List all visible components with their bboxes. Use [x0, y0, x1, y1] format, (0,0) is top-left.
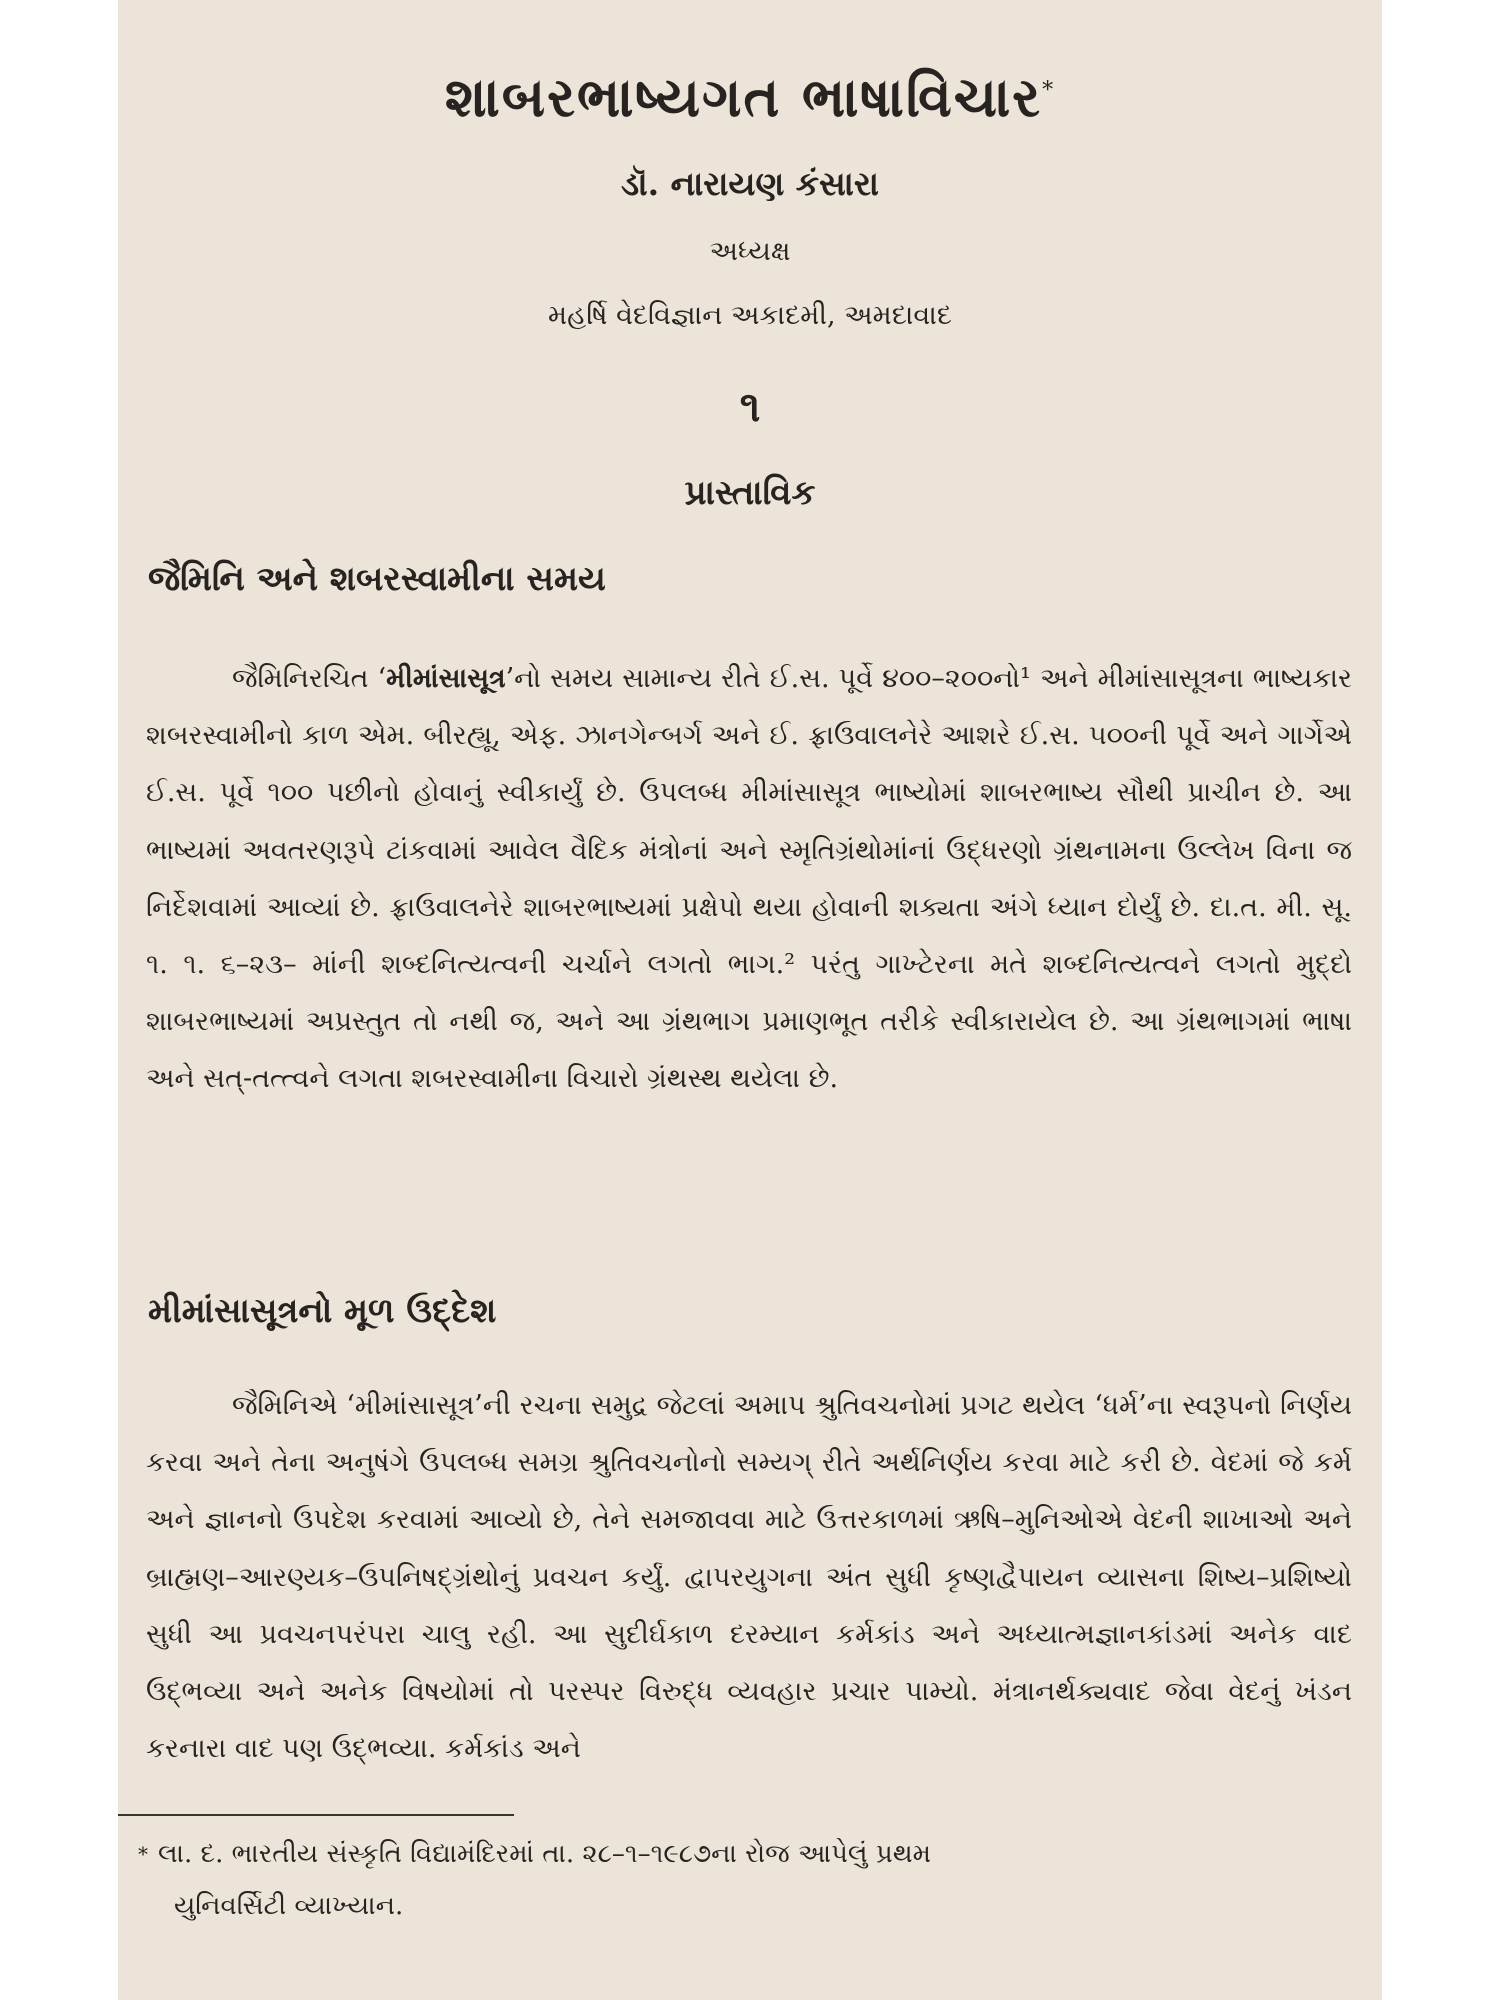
author-role: અધ્યક્ષ [709, 236, 791, 267]
footnote-line-1: લા. દ. ભારતીય સંસ્કૃતિ વિદ્યામંદિરમાં તા. ૨૮–૧–૧૯૮૭ના રોજ આપેલું પ્રથમ [158, 1839, 931, 1869]
subsection-heading-purpose: મીમાંસાસૂત્રનો મૂળ ઉદ્દેશ [148, 1291, 497, 1331]
section-number: ૧ [739, 382, 761, 431]
footnote [138, 1828, 1352, 1932]
paragraph-indent [146, 1390, 232, 1421]
work-title: મીમાંસાસૂત્ર [386, 663, 506, 694]
paragraph-body: ’નો સમય સામાન્ય રીતે ઈ.સ. પૂર્વે ૪૦૦–૨૦૦નો¹ અને મીમાંસાસૂત્રના ભાષ્યકાર શબરસ્વામીનો કાળ એમ. બીરહ્યૂ, એફ. ઝાનગેન્બર્ગ અને ઈ. ફ્રાઉવાલનેરે આશરે ઈ.સ. ૫૦૦ની પૂર્વે અને ગાર્ગેએ ઈ.સ. પૂર્વે ૧૦૦ પછીનો હોવાનું સ્વીકાર્યું છે. ઉપલબ્ધ મીમાંસાસૂત્ર ભાષ્યોમાં શાબરભાષ્ય સૌથી પ્રાચીન છે. આ ભાષ્યમાં અવતરણરૂપે ટાંકવામાં આવેલ વૈદિક મંત્રોનાં અને સ્મૃતિગ્રંથોમાંનાં ઉદ્ધરણો ગ્રંથનામના ઉલ્લેખ વિના જ નિર્દેશવામાં આવ્યાં છે. ફ્રાઉવાલનેરે શાબરભાષ્યમાં પ્રક્ષેપો થયા હોવાની શક્યતા અંગે ધ્યાન દોર્યું છે. દા.ત. મી. સૂ. ૧. ૧. ૬–૨૩– માંની શબ્દનિત્યત્વની ચર્ચાને લગતો ભાગ.² પરંતુ ગાખ્ટેરના મતે શબ્દનિત્યત્વને લગતો મુદ્દો શાબરભાષ્યમાં અપ્રસ્તુત તો નથી જ, અને આ ગ્રંથભાગ પ્રમાણભૂત તરીકે સ્વીકારાયેલ છે. આ ગ્રંથભાગમાં ભાષા અને સત્-તત્ત્વને લગતા શબરસ્વામીના વિચારો ગ્રંથસ્થ થયેલા છે. [146, 663, 1352, 1095]
author-institution: મહર્ષિ વેદવિજ્ઞાન અકાદમી, અમદાવાદ [548, 300, 952, 331]
paragraph-lead: જૈમિનિરચિત ‘ [232, 663, 387, 694]
document-page [118, 0, 1382, 2000]
paragraph-indent [146, 663, 232, 694]
paragraph-purpose [146, 1377, 1352, 1777]
article-title [118, 62, 1382, 132]
paragraph-dates [146, 650, 1352, 1108]
article-title-text: શાબરભાષ્યગત ભાષાવિચાર [444, 65, 1043, 129]
subsection-heading-dates: જૈમિનિ અને શબરસ્વામીના સમય [148, 559, 606, 599]
paragraph-body: જૈમિનિએ ‘મીમાંસાસૂત્ર’ની રચના સમુદ્ર જેટલાં અમાપ શ્રુતિવચનોમાં પ્રગટ થયેલ ‘ધર્મ’ના સ્વરૂપનો નિર્ણય કરવા અને તેના અનુષંગે ઉપલબ્ધ સમગ્ર શ્રુતિવચનોનો સમ્યગ્ રીતે અર્થનિર્ણય કરવા માટે કરી છે. વેદમાં જે કર્મ અને જ્ઞાનનો ઉપદેશ કરવામાં આવ્યો છે, તેને સમજાવવા માટે ઉત્તરકાળમાં ઋષિ–મુનિઓએ વેદની શાખાઓ અને બ્રાહ્મણ–આરણ્યક–ઉપનિષદ્‌ગ્રંથોનું પ્રવચન કર્યું. દ્વાપરયુગના અંત સુધી કૃષ્ણદ્વૈપાયન વ્યાસના શિષ્ય–પ્રશિષ્યો સુધી આ પ્રવચનપરંપરા ચાલુ રહી. આ સુદીર્ઘકાળ દરમ્યાન કર્મકાંડ અને અધ્યાત્મજ્ઞાનકાંડમાં અનેક વાદ ઉદ્‌ભવ્યા અને અનેક વિષયોમાં તો પરસ્પર વિરુદ્ધ વ્યવહાર પ્રચાર પામ્યો. મંત્રાનર્થક્યવાદ જેવા વેદનું ખંડન કરનારા વાદ પણ ઉદ્‌ભવ્યા. કર્મકાંડ અને [146, 1390, 1352, 1765]
section-title: પ્રાસ્તાવિક [684, 473, 816, 513]
footnote-line-2: યુનિવર્સિટી વ્યાખ્યાન. [174, 1891, 404, 1921]
title-footnote-mark: * [1042, 78, 1056, 103]
footnote-divider [118, 1814, 514, 1816]
author-name: ડૉ. નારાયણ કંસારા [621, 164, 879, 203]
footnote-mark: * [138, 1842, 148, 1866]
